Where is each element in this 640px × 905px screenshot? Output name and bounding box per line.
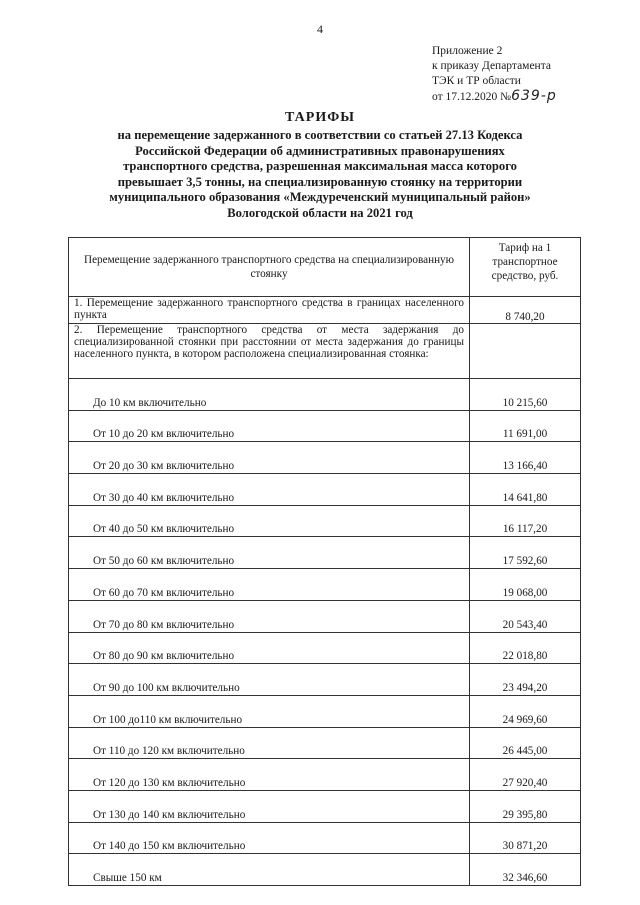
- tariff-value: 20 543,40: [470, 600, 581, 632]
- title-line-3: транспортного средства, разрешенная максимальная масса которого: [123, 159, 517, 173]
- table-row: [69, 537, 581, 569]
- distance-label: От 30 до 40 км включительно: [69, 474, 470, 506]
- document-title: [40, 110, 600, 221]
- distance-label: От 100 до110 км включительно: [69, 695, 470, 727]
- distance-rows: [69, 379, 581, 886]
- distance-label: Свыше 150 км: [69, 854, 470, 886]
- tariff-value: 17 592,60: [470, 537, 581, 569]
- page-number: 4: [317, 22, 323, 36]
- table-row: [69, 600, 581, 632]
- title-line-5: муниципального образования «Междуреченский муниципальный район»: [109, 190, 531, 204]
- tariff-value: 19 068,00: [470, 569, 581, 601]
- tariff-value: 32 346,60: [470, 854, 581, 886]
- appendix-line-3: ТЭК и ТР области: [432, 75, 521, 87]
- distance-label: От 110 до 120 км включительно: [69, 727, 470, 759]
- tariff-value: 23 494,20: [470, 664, 581, 696]
- appendix-line-4: [432, 89, 557, 105]
- tariff-value: 10 215,60: [470, 379, 581, 411]
- title-line-4: превышает 3,5 тонны, на специализированную стоянку на территории: [117, 174, 523, 189]
- distance-label: От 70 до 80 км включительно: [69, 600, 470, 632]
- distance-label: От 60 до 70 км включительно: [69, 569, 470, 601]
- title-line-6: Вологодской области на 2021 год: [227, 205, 413, 220]
- table-row: [69, 379, 581, 411]
- order-date: от 17.12.2020 №: [432, 91, 512, 103]
- table-row: [69, 695, 581, 727]
- tariff-value: 30 871,20: [470, 822, 581, 854]
- table-row: [69, 759, 581, 791]
- distance-label: От 80 до 90 км включительно: [69, 632, 470, 664]
- tariff-value: 27 920,40: [470, 759, 581, 791]
- table-row: [69, 569, 581, 601]
- table-header-row: [69, 238, 581, 297]
- table-row: [69, 442, 581, 474]
- distance-label: От 90 до 100 км включительно: [69, 664, 470, 696]
- table-row: [69, 854, 581, 886]
- table-row: [69, 474, 581, 506]
- tariff-value: 13 166,40: [470, 442, 581, 474]
- distance-label: От 120 до 130 км включительно: [69, 759, 470, 791]
- distance-label: От 140 до 150 км включительно: [69, 822, 470, 854]
- distance-label: От 40 до 50 км включительно: [69, 505, 470, 537]
- row1-value: 8 740,20: [470, 297, 581, 324]
- appendix-line-2: к приказу Департамента: [432, 60, 551, 72]
- table-row: [69, 632, 581, 664]
- table-row: [69, 822, 581, 854]
- row1-description: 1. Перемещение задержанного транспортного средства в границах населенного пункта: [69, 297, 470, 324]
- table-row: [69, 664, 581, 696]
- table-row: [69, 410, 581, 442]
- distance-label: От 130 до 140 км включительно: [69, 790, 470, 822]
- distance-label: До 10 км включительно: [69, 379, 470, 411]
- appendix-note: [432, 44, 557, 105]
- table-row: [69, 297, 581, 324]
- table-row: [69, 505, 581, 537]
- tariff-value: 24 969,60: [470, 695, 581, 727]
- row2-description: 2. Перемещение транспортного средства от места задержания до специализированной стоянки при расстоянии от места задержания до границы населенного пункта, в котором расположена специализированная стоянка:: [69, 324, 470, 379]
- header-description: Перемещение задержанного транспортного средства на специализированную стоянку: [69, 238, 470, 297]
- distance-label: От 50 до 60 км включительно: [69, 537, 470, 569]
- tariff-value: 26 445,00: [470, 727, 581, 759]
- tariff-value: 11 691,00: [470, 410, 581, 442]
- tariff-value: 22 018,80: [470, 632, 581, 664]
- title-line-1: на перемещение задержанного в соответствии со статьей 27.13 Кодекса: [117, 128, 523, 142]
- row2-value-empty: [470, 324, 581, 379]
- title-line-2: Российской Федерации об административных правонарушениях: [135, 143, 505, 158]
- header-tariff: Тариф на 1 транспортное средство, руб.: [470, 238, 581, 297]
- table-row: [69, 324, 581, 379]
- tariff-value: 29 395,80: [470, 790, 581, 822]
- tariff-value: 14 641,80: [470, 474, 581, 506]
- appendix-line-1: Приложение 2: [432, 45, 503, 57]
- distance-label: От 20 до 30 км включительно: [69, 442, 470, 474]
- tariff-value: 16 117,20: [470, 505, 581, 537]
- handwritten-order-number: 639-р: [511, 88, 557, 104]
- tariff-table: [68, 237, 581, 886]
- table-row: [69, 727, 581, 759]
- title-heading: ТАРИФЫ: [285, 110, 355, 125]
- table-row: [69, 790, 581, 822]
- distance-label: От 10 до 20 км включительно: [69, 410, 470, 442]
